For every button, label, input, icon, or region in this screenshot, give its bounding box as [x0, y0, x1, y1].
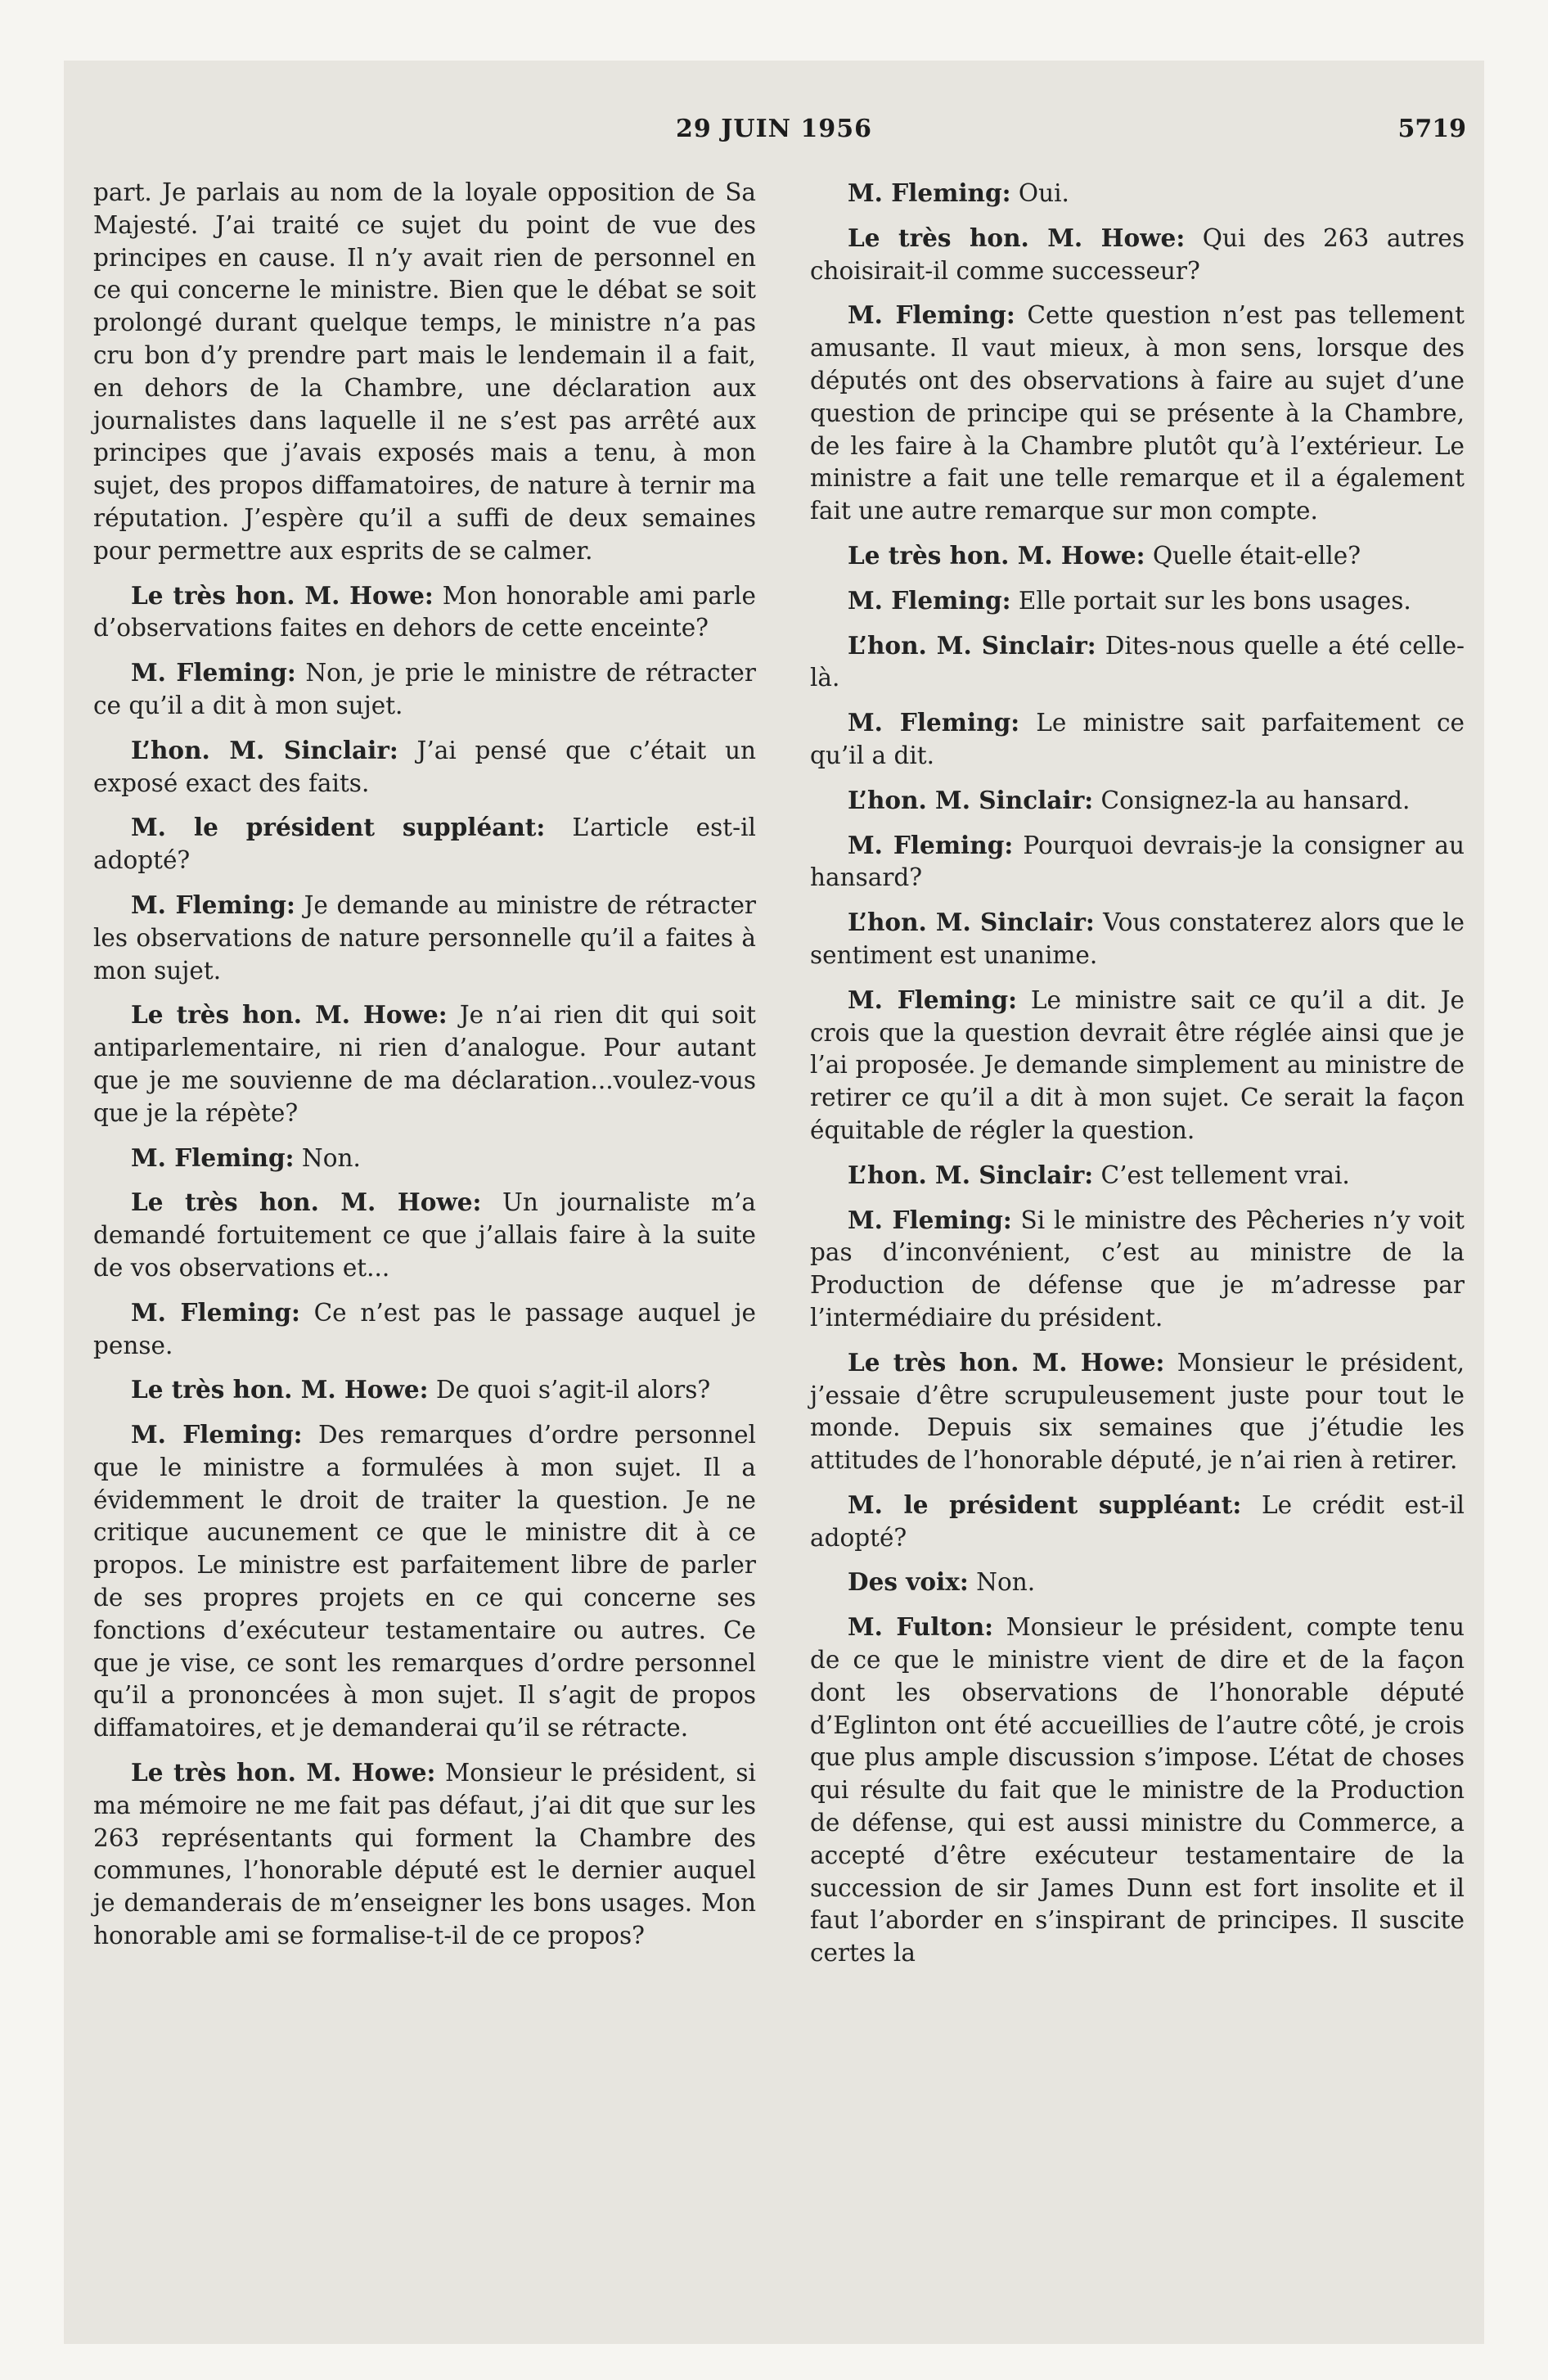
speaker-name: M. le président suppléant: — [848, 1490, 1242, 1519]
paragraph — [93, 177, 756, 568]
speaker-name: L’hon. M. Sinclair: — [848, 908, 1095, 937]
paragraph — [93, 1296, 756, 1363]
paragraph-text: Mon honorable ami parle d’observations faites en dehors de cette enceinte? — [93, 581, 756, 642]
speaker-name: Le très hon. M. Howe: — [131, 1758, 436, 1787]
paragraph — [810, 539, 1465, 573]
speaker-name: M. Fleming: — [131, 1420, 303, 1449]
paragraph-text: Elle portait sur les bons usages. — [1018, 586, 1411, 615]
speaker-name: M. le président suppléant: — [131, 813, 546, 842]
paragraph — [810, 1489, 1465, 1555]
paragraph — [93, 734, 756, 800]
paragraph — [810, 1346, 1465, 1477]
paragraph-text: Le ministre sait parfaitement ce qu’il a dit. — [810, 709, 1465, 769]
speaker-name: L’hon. M. Sinclair: — [848, 630, 1096, 660]
paragraph — [810, 829, 1465, 895]
speaker-name: M. Fleming: — [131, 1297, 300, 1327]
speaker-name: L’hon. M. Sinclair: — [848, 1160, 1094, 1189]
speaker-name: M. Fleming: — [848, 830, 1014, 859]
speaker-name: M. Fleming: — [848, 708, 1020, 737]
speaker-name: Le très hon. M. Howe: — [848, 223, 1186, 252]
paragraph-text: Des remarques d’ordre personnel que le ministre a formulées à mon sujet. Il a évidemment le droit de traiter la question. Je ne critique aucunement ce que le ministre dit à ce propos. Le ministre est parfaitement libre de parler de ses propres projets en ce qui concerne ses fonctions d’exécuteur testamentaire ou autres. Ce que je vise, ce sont les remarques d’ordre personnel qu’il a prononcées à mon sujet. Il s’agit de propos diffamatoires, et je demanderai qu’il se rétracte. — [93, 1421, 756, 1742]
speaker-name: Le très hon. M. Howe: — [848, 540, 1145, 570]
paragraph — [810, 1159, 1465, 1192]
paragraph — [93, 1756, 756, 1953]
speaker-name: L’hon. M. Sinclair: — [131, 735, 398, 764]
paragraph-text: Monsieur le président, si ma mémoire ne me fait pas défaut, j’ai dit que sur les 263 représentants qui forment la Chambre des communes, l’honorable député est le dernier auquel je demanderais de m’enseigner les bons usages. Mon honorable ami se formalise-t-il de ce propos? — [93, 1759, 756, 1950]
paragraph — [810, 984, 1465, 1147]
speaker-name: M. Fulton: — [848, 1612, 994, 1642]
speaker-name: Le très hon. M. Howe: — [131, 1375, 429, 1404]
paragraph-text: Pourquoi devrais-je la consigner au hansard? — [810, 831, 1465, 892]
speaker-name: M. Fleming: — [848, 300, 1015, 330]
paragraph-text: Si le ministre des Pêcheries n’y voit pas d’inconvénient, c’est au ministre de la Production de défense que je m’adresse par l’intermédiaire du président. — [810, 1206, 1465, 1332]
paragraph — [93, 1142, 756, 1175]
speaker-name: Le très hon. M. Howe: — [131, 1188, 482, 1217]
paragraph-text: De quoi s’agit-il alors? — [435, 1376, 711, 1404]
paragraph-text: L’article est-il adopté? — [93, 814, 756, 875]
paragraph — [810, 906, 1465, 972]
paragraph — [93, 656, 756, 723]
paragraph-text: Consignez-la au hansard. — [1100, 786, 1411, 814]
paragraph-text: Je demande au ministre de rétracter les observations de nature personnelle qu’il a faites à mon sujet. — [93, 890, 757, 985]
speaker-name: Des voix: — [848, 1567, 969, 1597]
speaker-name: L’hon. M. Sinclair: — [848, 785, 1094, 814]
paragraph-text: Dites-nous quelle a été celle-là. — [810, 631, 1465, 692]
paragraph — [810, 1566, 1465, 1599]
speaker-name: M. Fleming: — [848, 585, 1011, 615]
paragraph-text: Un journaliste m’a demandé fortuitement ce que j’allais faire à la suite de vos observations et... — [93, 1188, 756, 1282]
paragraph — [810, 222, 1465, 288]
paragraph-text: Le ministre sait ce qu’il a dit. Je crois que la question devrait être réglée ainsi que je l’ai proposée. Je demande simplement au ministre de retirer ce qu’il a dit à mon sujet. Ce serait la façon équitable de régler la question. — [810, 985, 1465, 1144]
paragraph — [810, 584, 1465, 618]
speaker-name: Le très hon. M. Howe: — [131, 580, 434, 610]
paragraph-text: Le crédit est-il adopté? — [810, 1490, 1465, 1552]
paragraph-text: Oui. — [1018, 179, 1069, 207]
paragraph — [810, 706, 1465, 773]
paragraph-text: Cette question n’est pas tellement amusante. Il vaut mieux, à mon sens, lorsque des députés ont des observations à faire au sujet d’une question de principe qui se présente à la Chambre, de les faire à la Chambre plutôt qu’à l’extérieur. Le ministre a fait une telle remarque et il a également fait une autre remarque sur mon compte. — [810, 301, 1465, 525]
speaker-name: M. Fleming: — [848, 178, 1011, 207]
speaker-name: Le très hon. M. Howe: — [848, 1347, 1165, 1377]
paragraph-text: Vous constaterez alors que le sentiment est unanime. — [810, 908, 1465, 969]
paragraph-text: Non. — [976, 1568, 1036, 1597]
speaker-name: M. Fleming: — [848, 985, 1017, 1014]
paragraph — [93, 998, 756, 1129]
paragraph — [93, 1373, 756, 1407]
paragraph — [93, 1186, 756, 1284]
speaker-name: M. Fleming: — [131, 1143, 295, 1172]
paragraph-text: Monsieur le président, j’essaie d’être scrupuleusement juste pour tout le monde. Depuis six semaines que j’étudie les attitudes de l’honorable député, je n’ai rien à retirer. — [810, 1348, 1465, 1475]
paragraph — [810, 177, 1465, 210]
paragraph-text: Non. — [301, 1143, 361, 1172]
page-number: 5719 — [1397, 115, 1466, 143]
paragraph-text: part. Je parlais au nom de la loyale opposition de Sa Majesté. J’ai traité ce sujet du point de vue des principes en cause. Il n’y avait rien de personnel en ce qui concerne le ministre. Bien que le débat se soit prolongé durant quelque temps, le ministre n’a pas cru bon d’y prendre part mais le lendemain il a fait, en dehors de la Chambre, une déclaration aux journalistes dans laquelle il ne s’est pas arrêté aux principes que j’avais exposés mais a tenu, à mon sujet, des propos diffamatoires, de nature à ternir ma réputation. J’espère qu’il a suffi de deux semaines pour permettre aux esprits de se calmer. — [93, 178, 756, 565]
header-date: 29 JUIN 1956 — [676, 115, 872, 143]
right-column — [810, 177, 1465, 1981]
paragraph-text: Ce n’est pas le passage auquel je pense. — [93, 1298, 756, 1359]
speaker-name: Le très hon. M. Howe: — [131, 1000, 448, 1030]
paragraph — [810, 629, 1465, 696]
paragraph-text: Je n’ai rien dit qui soit antiparlementaire, ni rien d’analogue. Pour autant que je me souvienne de ma déclaration...voulez-vous que je la répète? — [93, 1001, 756, 1127]
paragraph-text: C’est tellement vrai. — [1100, 1161, 1350, 1189]
page-header — [82, 115, 1466, 159]
paragraph — [93, 579, 756, 646]
paragraph-text: Quelle était-elle? — [1152, 541, 1361, 570]
paragraph — [93, 811, 756, 877]
speaker-name: M. Fleming: — [131, 890, 295, 919]
paragraph — [810, 784, 1465, 818]
paragraph — [93, 1418, 756, 1745]
paragraph — [93, 889, 756, 987]
paragraph-text: Non, je prie le ministre de rétracter ce qu’il a dit à mon sujet. — [93, 659, 756, 719]
speaker-name: M. Fleming: — [848, 1205, 1012, 1234]
paragraph — [810, 299, 1465, 528]
paragraph — [810, 1204, 1465, 1335]
speaker-name: M. Fleming: — [131, 658, 296, 687]
paragraph-text: Qui des 263 autres choisirait-il comme successeur? — [810, 223, 1465, 285]
paragraph-text: J’ai pensé que c’était un exposé exact des faits. — [93, 736, 756, 797]
paragraph — [810, 1611, 1465, 1970]
paragraph-text: Monsieur le président, compte tenu de ce que le ministre vient de dire et de la façon dont les observations de l’honorable député d’Eglinton ont été accueillies de l’autre côté, je crois que plus ample discussion s’impose. L’état de choses qui résulte du fait que le ministre de la Production de défense, qui est aussi ministre du Commerce, a accepté d’être exécuteur testamentaire de la succession de sir James Dunn est fort insolite et il faut l’aborder en s’inspirant de principes. Il suscite certes la — [810, 1613, 1465, 1968]
left-column — [93, 177, 756, 1964]
